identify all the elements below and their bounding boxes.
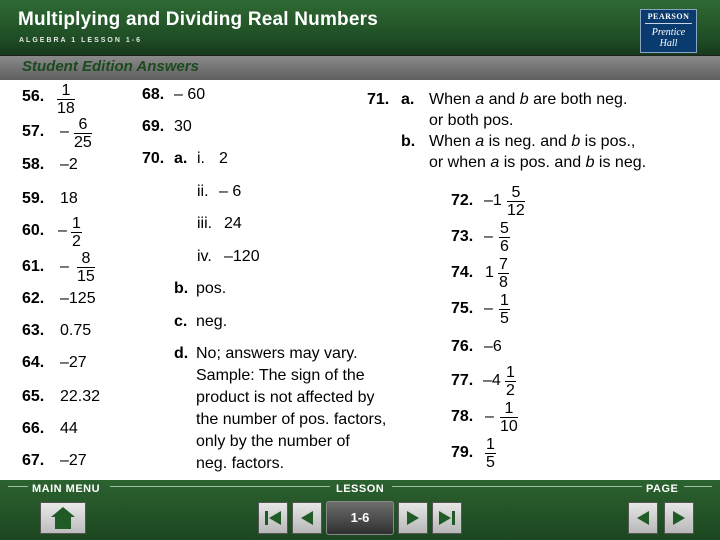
footer-rule (392, 486, 642, 487)
fraction (507, 184, 525, 219)
answer-number: 63. (22, 322, 45, 339)
lesson-subtitle: ALGEBRA 1 LESSON 1-6 (19, 37, 142, 44)
explanation-line: or when a is pos. and b is neg. (429, 154, 647, 171)
fraction (57, 82, 75, 117)
logo-line-1: Prentice (651, 27, 686, 38)
logo-imprint (641, 27, 696, 49)
logo-brand: PEARSON (647, 12, 690, 21)
answer-number: 67. (22, 452, 45, 469)
footer-nav (0, 480, 720, 540)
explanation-line: When a is neg. and b is pos., (429, 133, 636, 150)
answer-number: 69. (142, 118, 165, 135)
numerator: 1 (57, 82, 75, 100)
answer-number: 66. (22, 420, 45, 437)
explanation-line: or both pos. (429, 112, 514, 129)
answer-number: 60. (22, 222, 45, 239)
numerator: 1 (506, 364, 515, 381)
part-label: b. (174, 280, 189, 297)
lesson-label: LESSON (336, 483, 385, 495)
answer-value: –2 (60, 156, 78, 173)
next-icon (399, 503, 427, 533)
logo-line-2: Hall (659, 38, 678, 49)
answer-number: 77. (451, 372, 474, 389)
answer-number: 64. (22, 354, 45, 371)
answer-number: 78. (451, 408, 474, 425)
fraction (74, 116, 92, 151)
home-button[interactable] (40, 502, 86, 534)
whole-number: 1 (485, 264, 494, 281)
denominator: 15 (77, 268, 95, 285)
part-label: a. (401, 91, 415, 108)
fraction (500, 400, 518, 435)
answer-value: –27 (60, 354, 87, 371)
fraction (71, 215, 82, 250)
explanation-line: product is not affected by (196, 389, 375, 406)
minus-sign: – (60, 258, 69, 275)
last-lesson-button[interactable] (432, 502, 462, 534)
numerator: 1 (486, 436, 495, 453)
answer-number: 72. (451, 192, 474, 209)
next-page-icon (665, 503, 693, 533)
answer-value: 24 (224, 215, 242, 232)
minus-sign: – (60, 123, 69, 140)
answer-value: –125 (60, 290, 96, 307)
answer-number: 71. (367, 91, 390, 108)
previous-page-icon (629, 503, 657, 533)
footer-rule (110, 486, 330, 487)
lesson-button-label: 1-6 (350, 510, 370, 525)
answer-number: 73. (451, 228, 474, 245)
answer-number: 68. (142, 86, 165, 103)
answer-number: 61. (22, 258, 45, 275)
answer-number: 65. (22, 388, 45, 405)
previous-page-button[interactable] (628, 502, 658, 534)
subpart-label: i. (197, 150, 205, 167)
first-lesson-button[interactable] (258, 502, 288, 534)
denominator: 8 (499, 274, 508, 291)
header (0, 0, 720, 55)
explanation-line: When a and b are both neg. (429, 91, 628, 108)
first-page-icon (259, 503, 287, 533)
banner-label: Student Edition Answers (22, 58, 199, 75)
answer-value: 22.32 (60, 388, 101, 405)
numerator: 1 (72, 215, 81, 232)
home-icon (41, 503, 85, 533)
numerator: 1 (500, 292, 509, 309)
answer-value: – 60 (174, 86, 206, 103)
explanation-line: Sample: The sign of the (196, 367, 365, 384)
fraction (498, 256, 509, 291)
answer-number: 57. (22, 123, 45, 140)
answer-number: 56. (22, 88, 45, 105)
part-label: b. (401, 133, 416, 150)
denominator: 5 (500, 310, 509, 327)
answer-value: 30 (174, 118, 192, 135)
footer-rule (8, 486, 28, 487)
answer-value: pos. (196, 280, 227, 297)
minus-sign: – (58, 222, 67, 239)
whole-number: –1 (484, 192, 502, 209)
answer-number: 70. (142, 150, 165, 167)
minus-sign: – (485, 408, 494, 425)
answer-value: –27 (60, 452, 87, 469)
numerator: 8 (77, 250, 95, 268)
answer-number: 62. (22, 290, 45, 307)
denominator: 5 (486, 454, 495, 471)
numerator: 5 (507, 184, 525, 202)
main-menu-label: MAIN MENU (32, 483, 101, 495)
page-title: Multiplying and Dividing Real Numbers (18, 9, 378, 30)
answer-value: –6 (484, 338, 502, 355)
page-label: PAGE (646, 483, 679, 495)
denominator: 25 (74, 134, 92, 151)
logo-divider (645, 23, 692, 24)
fraction (485, 436, 496, 471)
answer-number: 75. (451, 300, 474, 317)
last-page-icon (433, 503, 461, 533)
denominator: 18 (57, 100, 75, 117)
explanation-line: the number of pos. factors, (196, 411, 387, 428)
denominator: 2 (506, 382, 515, 399)
denominator: 10 (500, 418, 518, 435)
next-page-button[interactable] (664, 502, 694, 534)
numerator: 1 (500, 400, 518, 418)
answer-value: – 6 (219, 183, 242, 200)
fraction (499, 220, 510, 255)
part-label: a. (174, 150, 188, 167)
answer-value: 44 (60, 420, 78, 437)
numerator: 5 (500, 220, 509, 237)
previous-lesson-button[interactable] (292, 502, 322, 534)
minus-sign: – (484, 228, 493, 245)
subpart-label: iii. (197, 215, 213, 232)
lesson-button[interactable] (326, 501, 394, 535)
subpart-label: iv. (197, 248, 212, 265)
answer-number: 58. (22, 156, 45, 173)
answers-content (0, 80, 720, 480)
answer-value: neg. (196, 313, 228, 330)
fraction (505, 364, 516, 399)
answer-value: –120 (224, 248, 260, 265)
minus-sign: – (484, 300, 493, 317)
fraction (77, 250, 95, 285)
part-label: c. (174, 313, 188, 330)
whole-number: –4 (483, 372, 501, 389)
fraction (499, 292, 510, 327)
denominator: 2 (72, 233, 81, 250)
answer-value: 18 (60, 190, 78, 207)
publisher-logo (640, 9, 697, 53)
section-banner (0, 56, 720, 80)
answer-value: 0.75 (60, 322, 92, 339)
previous-icon (293, 503, 321, 533)
explanation-line: only by the number of (196, 433, 350, 450)
answer-value: 2 (219, 150, 228, 167)
next-lesson-button[interactable] (398, 502, 428, 534)
answer-number: 76. (451, 338, 474, 355)
denominator: 12 (507, 202, 525, 219)
part-label: d. (174, 345, 189, 362)
answer-number: 74. (451, 264, 474, 281)
numerator: 7 (499, 256, 508, 273)
answer-number: 59. (22, 190, 45, 207)
numerator: 6 (74, 116, 92, 134)
denominator: 6 (500, 238, 509, 255)
explanation-line: neg. factors. (196, 455, 285, 472)
answer-number: 79. (451, 444, 474, 461)
footer-rule (684, 486, 712, 487)
subpart-label: ii. (197, 183, 209, 200)
explanation-line: No; answers may vary. (196, 345, 358, 362)
